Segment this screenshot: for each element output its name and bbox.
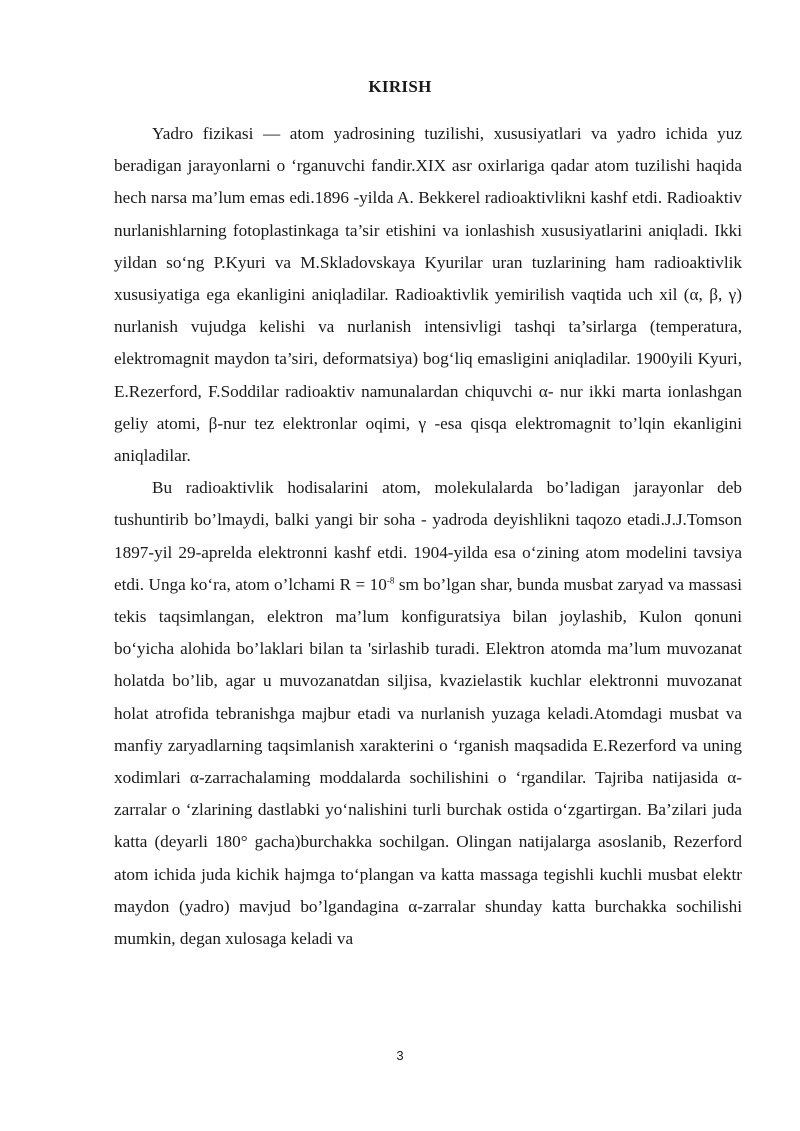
page-number: 3 xyxy=(396,1048,404,1063)
page-title: KIRISH xyxy=(368,77,432,96)
body-text xyxy=(114,118,742,955)
paragraph-2-part-2: sm bo’lgan shar, bunda musbat zaryad va massasi tekis taqsimlangan, elektron ma’lum konfiguratsiya bilan joylashib, Kulon qonuni bo‘yicha alohida bo’laklari bilan ta 'sirlashib turadi. Elektron atomda ma’lum muvozanat holatda bo’lib, agar u muvozanatdan siljisa, kvazielastik kuchlar elektronni muvozanat holat atrofida tebranishga majbur etadi va nurlanish yuzaga keladi.Atomdagi musbat va manfiy zaryadlarning taqsimlanish xarakterini o ‘rganish maqsadida E.Rezerford va uning xodimlari α-zarrachalaming moddalarda sochilishini o ‘rgandilar. Tajriba natijasida α-zarralar o ‘zlarining dastlabki yo‘nalishini turli burchak ostida o‘zgartirgan. Ba’zilari juda katta (deyarli 180° gacha)burchakka sochilgan. Olingan natijalarga asoslanib, Rezerford atom ichida juda kichik hajmga to‘plangan va katta massaga tegishli kuchli musbat elektr maydon (yadro) mavjud bo’lgandagina α-zarralar shunday katta burchakka sochilishi mumkin, degan xulosaga keladi va xyxy=(114,574,742,949)
paragraph-2-part-1: Bu radioaktivlik hodisalarini atom, molekulalarda bo’ladigan jarayonlar deb tushuntirib bo’lmaydi, balki yangi bir soha - yadroda deyishlikni taqozo etadi.J.J.Tomson 1897-yil 29-aprelda elektronni kashf etdi. 1904-yilda esa o‘zining atom modelini tavsiya etdi. Unga ko‘ra, atom o’lchami R = 10 xyxy=(114,478,742,594)
paragraph-1: Yadro fizikasi — atom yadrosining tuzilishi, xususiyatlari va yadro ichida yuz beradigan jarayonlarni o ‘rganuvchi fandir.XIX asr oxirlariga qadar atom tuzilishi haqida hech narsa ma’lum emas edi.1896 -yilda A. Bekkerel radioaktivlikni kashf etdi. Radioaktiv nurlanishlarning fotoplastinkaga ta’sir etishini va ionlashish xususiyatlarini aniqladi. Ikki yildan so‘ng P.Kyuri va M.Skladovskaya Kyurilar uran tuzlarining ham radioaktivlik xususiyatiga ega ekanligini aniqladilar. Radioaktivlik yemirilish vaqtida uch xil (α, β, γ) nurlanish vujudga kelishi va nurlanish intensivligi tashqi ta’sirlarga (temperatura, elektromagnit maydon ta’siri, deformatsiya) bog‘liq emasligini aniqladilar. 1900yili Kyuri, E.Rezerford, F.Soddilar radioaktiv namunalardan chiquvchi α- nur ikki marta ionlashgan geliy atomi, β-nur tez elektronlar oqimi, γ -esa qisqa elektromagnit to’lqin ekanligini aniqladilar. xyxy=(114,124,742,466)
paragraph-2 xyxy=(114,472,742,955)
exponent: -8 xyxy=(386,575,395,586)
